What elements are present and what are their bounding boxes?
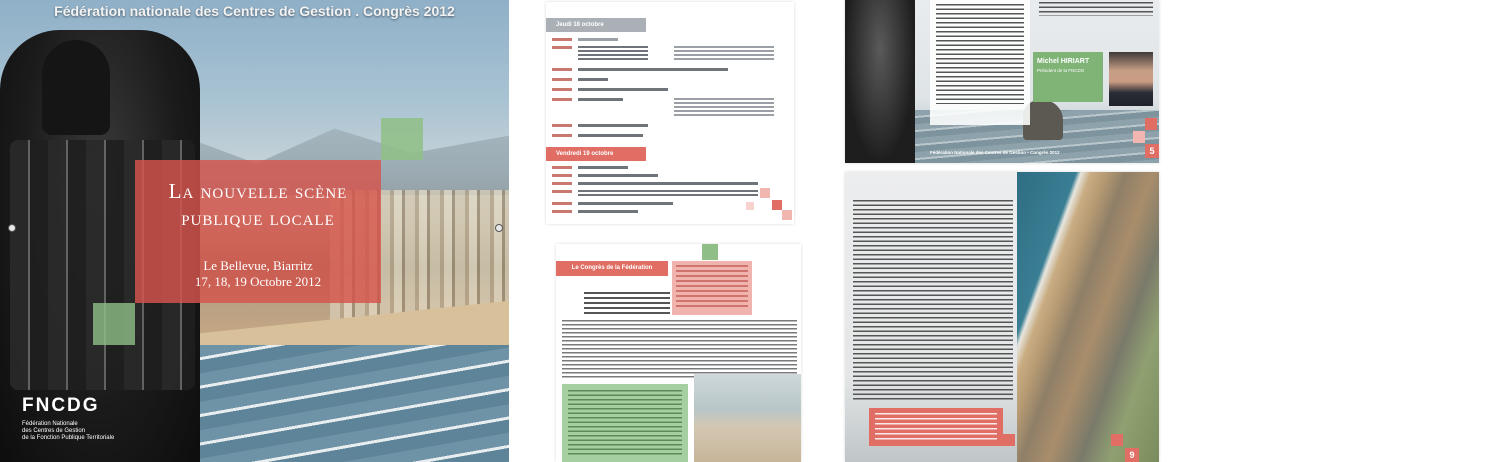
cover-sea — [200, 345, 509, 462]
beach-photo — [694, 374, 801, 462]
row-time — [552, 166, 572, 169]
row-time — [552, 88, 572, 91]
congress-title: Le Congrès de la Fédération — [556, 261, 668, 276]
green-square — [93, 303, 135, 345]
cover-event-info — [135, 258, 381, 290]
cover-dates: 17, 18, 19 Octobre 2012 — [194, 274, 322, 289]
row-time — [552, 38, 572, 41]
row-time — [552, 182, 572, 185]
decor-square — [702, 244, 718, 260]
row-event — [578, 174, 658, 177]
logo-sub-line: Fédération Nationale — [22, 421, 78, 427]
fncdg-logo — [22, 395, 152, 455]
signature-box — [1033, 52, 1103, 102]
president-name: Michel HIRIART — [1037, 58, 1090, 65]
day2-header: Vendredi 19 octobre — [546, 147, 646, 161]
row-time — [552, 78, 572, 81]
cover-title-line2: publique locale — [181, 206, 335, 230]
cover-title-line1: La nouvelle scène — [168, 179, 348, 203]
intro-text — [584, 292, 670, 314]
logo-sub-line: des Centres de Gestion — [22, 428, 86, 434]
row-detail — [674, 98, 774, 116]
row-time — [552, 210, 572, 213]
decor-square — [746, 202, 754, 210]
president-portrait — [1109, 52, 1153, 106]
rivet-icon — [8, 224, 16, 232]
row-event — [578, 38, 618, 41]
day1-rows — [546, 37, 794, 143]
row-time — [552, 124, 572, 127]
row-event — [578, 202, 673, 205]
day1-header: Jeudi 18 octobre — [546, 18, 646, 32]
page-number: 5 — [1145, 144, 1159, 158]
president-role: Président de la FNCDG — [1037, 68, 1085, 73]
program-page — [546, 2, 794, 224]
decor-square — [1003, 434, 1015, 446]
row-event — [578, 68, 728, 71]
brochure-cover — [0, 0, 509, 462]
decor-square — [760, 188, 770, 198]
cover-title-panel — [135, 160, 381, 303]
page-number: 9 — [1125, 448, 1139, 462]
decor-square — [1145, 118, 1157, 130]
row-time — [552, 46, 572, 49]
day2-rows — [546, 165, 794, 217]
logo-sub-line: de la Fonction Publique Territoriale — [22, 435, 115, 441]
row-time — [552, 134, 572, 137]
logo-mark: FNCDG — [22, 395, 100, 416]
green-square — [381, 118, 423, 160]
row-time — [552, 202, 572, 205]
row-time — [552, 190, 572, 193]
body-text — [562, 320, 797, 380]
row-event — [578, 190, 758, 197]
congress-page — [556, 244, 801, 462]
decor-square — [1133, 131, 1145, 143]
page-footer: Fédération Nationale des Centres de Gestion • Congrès 2012 — [930, 150, 1060, 155]
row-time — [552, 174, 572, 177]
row-event — [578, 46, 648, 60]
cover-top-line: Fédération nationale des Centres de Gestion . Congrès 2012 — [54, 3, 455, 19]
row-event — [578, 98, 623, 101]
row-event — [578, 182, 758, 185]
lighthouse-dome — [42, 40, 110, 135]
rivet-icon — [495, 224, 503, 232]
lighthouse-image — [845, 0, 915, 163]
row-time — [552, 68, 572, 71]
cover-venue: Le Bellevue, Biarritz — [203, 258, 313, 273]
edito-text-left — [930, 0, 1030, 125]
decor-square — [782, 210, 792, 220]
logo-subtitle — [22, 421, 152, 442]
aerial-photo — [1017, 172, 1159, 462]
biarritz-body-text — [853, 200, 1013, 402]
decor-square — [1111, 434, 1123, 446]
row-event — [578, 88, 668, 91]
row-event — [578, 78, 608, 81]
cover-title — [135, 178, 381, 232]
row-detail — [674, 46, 774, 60]
key-points-box — [672, 261, 752, 315]
visit-info-box — [869, 408, 1003, 446]
row-event — [578, 166, 628, 169]
biarritz-page — [845, 172, 1159, 462]
row-event — [578, 210, 638, 213]
row-event — [578, 134, 643, 137]
editorial-page — [845, 0, 1159, 163]
row-event — [578, 124, 648, 127]
decor-square — [772, 200, 782, 210]
row-time — [552, 98, 572, 101]
exhibition-box — [562, 384, 688, 462]
